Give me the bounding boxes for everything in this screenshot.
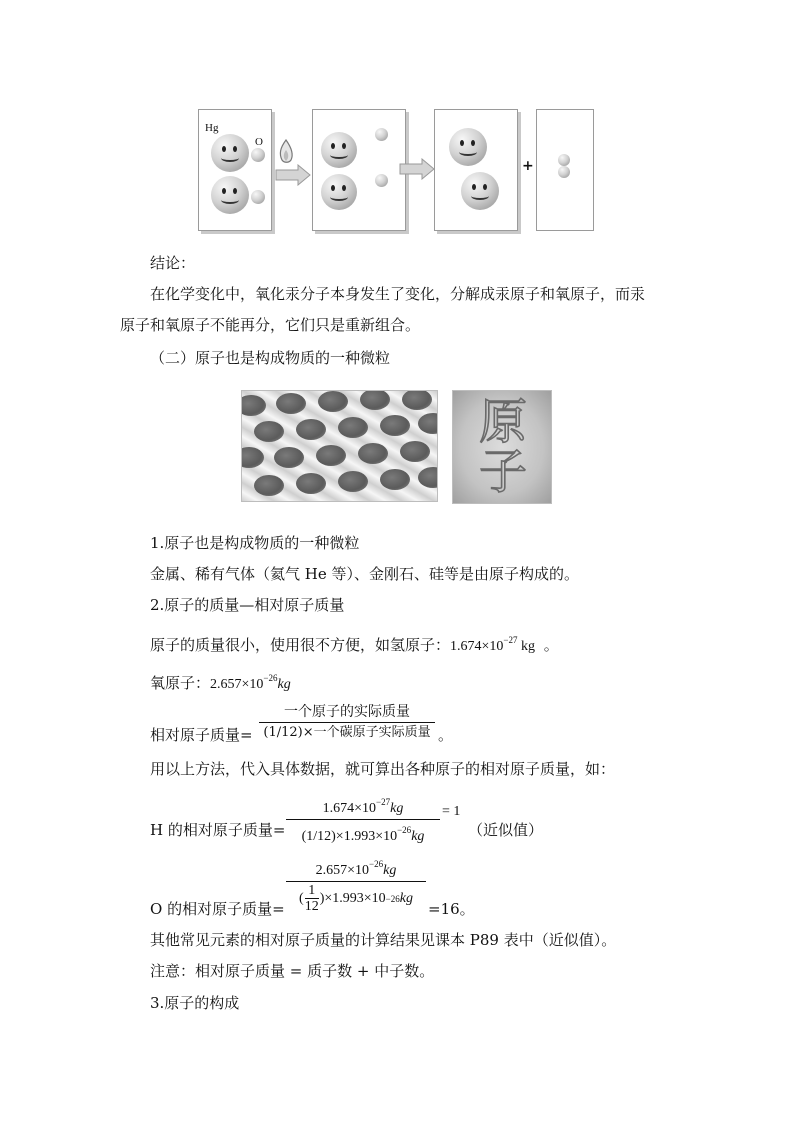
oxygen-atom-icon <box>375 128 388 141</box>
conclusion-line-1: 在化学变化中，氧化汞分子本身发生了变化，分解成汞原子和氧原子，而汞 <box>150 285 646 303</box>
calc-intro: 用以上方法，代入具体数据，就可算出各种原子的相对原子质量，如： <box>150 760 616 778</box>
mercury-atom-icon <box>449 128 487 166</box>
conclusion-title: 结论： <box>150 254 196 272</box>
item-2-title: 2.原子的质量—相对原子质量 <box>150 596 345 614</box>
o-rel-fraction <box>286 855 426 914</box>
conclusion-line-2: 原子和氧原子不能再分，它们只是重新组合。 <box>120 316 421 334</box>
atom-lattice-image <box>241 390 438 502</box>
mercury-atom-icon <box>321 132 357 168</box>
rel-mass-end: 。 <box>438 726 454 744</box>
arrow-right-icon <box>274 164 312 186</box>
o-atom-line <box>150 668 291 695</box>
o-inner-numerator: 1 <box>308 883 316 898</box>
approx-note: （近似值） <box>468 821 544 839</box>
oxygen-atom-icon <box>251 148 265 162</box>
atom-characters-image <box>452 390 552 504</box>
mercury-atom-icon <box>211 134 249 172</box>
h-rel-fraction <box>286 793 440 846</box>
o-rel-denominator: ( 1 12 ) ×1.993×10 −26 kg <box>299 883 413 914</box>
o-label: O <box>255 136 263 148</box>
other-elements-text: 其他常见元素的相对原子质量的计算结果见课本 P89 表中（近似值）。 <box>150 931 617 949</box>
item-1-body: 金属、稀有气体（氦气 He 等）、金刚石、硅等是由原子构成的。 <box>150 565 579 583</box>
mercury-atom-icon <box>461 172 499 210</box>
mercury-product-frame <box>434 109 518 231</box>
o-rel-numerator: $2.657\times 10^{-26}kg$ <box>315 859 397 878</box>
rel-mass-denominator: (1/12)×一个碳原子实际质量 <box>263 725 431 740</box>
oxygen-atom-icon <box>251 190 265 204</box>
hg-label: Hg <box>205 122 219 134</box>
h-rel-label: H 的相对原子质量= <box>150 821 286 839</box>
note-text: 注意：相对原子质量 = 质子数 + 中子数。 <box>150 962 435 980</box>
o-atom-label: 氧原子： <box>150 674 211 692</box>
oxygen-atom-icon <box>375 174 388 187</box>
mercury-atom-icon <box>211 176 249 214</box>
broken-apart-frame <box>312 109 406 231</box>
item-1-title: 1.原子也是构成物质的一种微粒 <box>150 534 360 552</box>
o-mass-value: $2.657\times 10^{-26}kg$ <box>210 673 291 692</box>
rel-mass-fraction <box>259 703 435 742</box>
h-rel-numerator: $1.674\times 10^{-27}kg$ <box>322 797 404 816</box>
oxygen-product-frame <box>536 109 594 231</box>
mercury-oxide-frame <box>198 109 272 231</box>
o-rel-label: O 的相对原子质量= <box>150 900 285 918</box>
o-rel-result: =16。 <box>428 900 475 918</box>
flame-icon <box>276 138 296 164</box>
mercury-atom-icon <box>321 174 357 210</box>
h-rel-denominator: $(1/12)\times 1.993\times 10^{-26}kg$ <box>301 825 425 844</box>
mass-intro-text: 原子的质量很小，使用很不方便，如氢原子： <box>150 636 451 654</box>
rel-mass-numerator: 一个原子的实际质量 <box>284 704 410 720</box>
mass-intro-line <box>150 630 559 657</box>
oxygen-atom-icon <box>558 166 570 178</box>
plus-sign: + <box>522 158 534 174</box>
section-heading: （二）原子也是构成物质的一种微粒 <box>150 349 391 367</box>
rel-mass-label: 相对原子质量= <box>150 726 253 744</box>
atom-characters-text: 原子 <box>478 394 527 500</box>
arrow-right-icon <box>398 158 436 180</box>
oxygen-atom-icon <box>558 154 570 166</box>
o-inner-denominator: 12 <box>304 899 319 914</box>
h-rel-result: = 1 <box>442 804 461 819</box>
h-mass-value: $1.674\times 10^{-27}$ kg <box>450 635 535 654</box>
item-3-title: 3.原子的构成 <box>150 994 240 1012</box>
mass-end: 。 <box>543 636 559 654</box>
